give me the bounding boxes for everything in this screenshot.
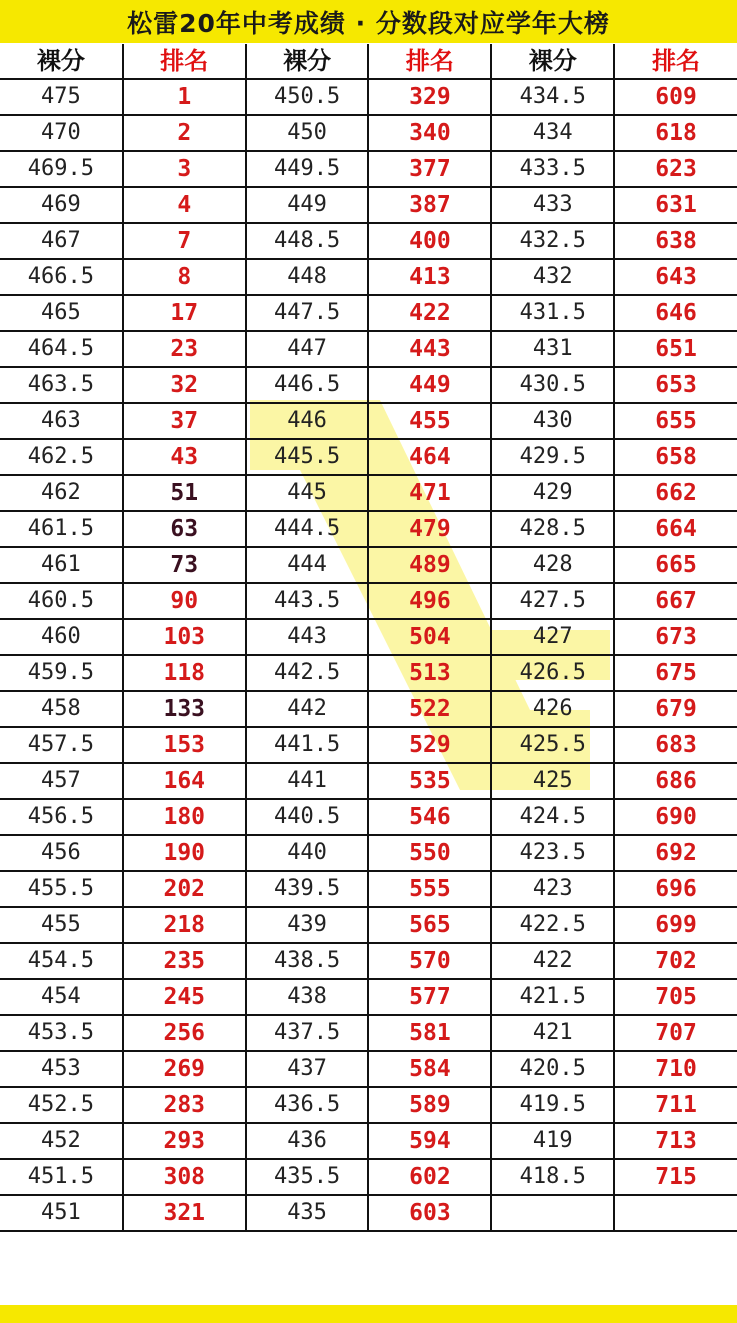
score-cell: 428 bbox=[491, 547, 614, 583]
score-cell: 446.5 bbox=[246, 367, 369, 403]
rank-cell: 702 bbox=[614, 943, 737, 979]
rank-cell: 63 bbox=[123, 511, 246, 547]
score-cell: 419 bbox=[491, 1123, 614, 1159]
table-row bbox=[0, 835, 737, 871]
score-cell: 462 bbox=[0, 475, 123, 511]
header-rank: 排名 bbox=[123, 44, 246, 79]
rank-cell: 73 bbox=[123, 547, 246, 583]
score-cell: 470 bbox=[0, 115, 123, 151]
table-row bbox=[0, 511, 737, 547]
score-cell: 441.5 bbox=[246, 727, 369, 763]
rank-cell: 715 bbox=[614, 1159, 737, 1195]
score-cell: 439 bbox=[246, 907, 369, 943]
score-cell: 455.5 bbox=[0, 871, 123, 907]
score-cell: 458 bbox=[0, 691, 123, 727]
table-row bbox=[0, 979, 737, 1015]
rank-cell: 329 bbox=[368, 79, 491, 115]
score-cell: 463 bbox=[0, 403, 123, 439]
rank-cell: 455 bbox=[368, 403, 491, 439]
rank-cell: 705 bbox=[614, 979, 737, 1015]
table-row bbox=[0, 763, 737, 799]
score-cell: 452.5 bbox=[0, 1087, 123, 1123]
score-cell: 452 bbox=[0, 1123, 123, 1159]
rank-cell: 603 bbox=[368, 1195, 491, 1231]
score-cell: 440.5 bbox=[246, 799, 369, 835]
score-cell: 418.5 bbox=[491, 1159, 614, 1195]
rank-cell: 651 bbox=[614, 331, 737, 367]
header-row bbox=[0, 44, 737, 79]
score-cell: 454.5 bbox=[0, 943, 123, 979]
rank-cell: 449 bbox=[368, 367, 491, 403]
rank-cell: 471 bbox=[368, 475, 491, 511]
score-cell: 429 bbox=[491, 475, 614, 511]
page-title: 松雷20年中考成绩 · 分数段对应学年大榜 bbox=[127, 8, 610, 38]
rank-cell: 623 bbox=[614, 151, 737, 187]
rank-cell: 696 bbox=[614, 871, 737, 907]
score-cell: 443.5 bbox=[246, 583, 369, 619]
score-cell: 461 bbox=[0, 547, 123, 583]
rank-cell: 283 bbox=[123, 1087, 246, 1123]
score-cell: 462.5 bbox=[0, 439, 123, 475]
rank-cell: 23 bbox=[123, 331, 246, 367]
score-rank-table bbox=[0, 44, 737, 1232]
score-cell: 421 bbox=[491, 1015, 614, 1051]
score-cell: 437.5 bbox=[246, 1015, 369, 1051]
table-row bbox=[0, 259, 737, 295]
rank-cell: 387 bbox=[368, 187, 491, 223]
score-cell: 445.5 bbox=[246, 439, 369, 475]
score-cell: 441 bbox=[246, 763, 369, 799]
rank-cell: 665 bbox=[614, 547, 737, 583]
table-row bbox=[0, 907, 737, 943]
rank-cell: 692 bbox=[614, 835, 737, 871]
score-cell: 430.5 bbox=[491, 367, 614, 403]
rank-cell: 340 bbox=[368, 115, 491, 151]
score-cell: 425 bbox=[491, 763, 614, 799]
score-cell: 427.5 bbox=[491, 583, 614, 619]
table-row bbox=[0, 439, 737, 475]
score-cell: 431 bbox=[491, 331, 614, 367]
score-cell: 420.5 bbox=[491, 1051, 614, 1087]
rank-cell: 643 bbox=[614, 259, 737, 295]
rank-cell: 711 bbox=[614, 1087, 737, 1123]
title-bar bbox=[0, 0, 737, 43]
rank-cell: 555 bbox=[368, 871, 491, 907]
rank-cell: 664 bbox=[614, 511, 737, 547]
rank-cell: 422 bbox=[368, 295, 491, 331]
rank-cell: 589 bbox=[368, 1087, 491, 1123]
rank-cell: 202 bbox=[123, 871, 246, 907]
rank-cell: 153 bbox=[123, 727, 246, 763]
score-cell: 467 bbox=[0, 223, 123, 259]
table-row bbox=[0, 547, 737, 583]
score-cell: 447 bbox=[246, 331, 369, 367]
score-cell: 460.5 bbox=[0, 583, 123, 619]
score-cell: 443 bbox=[246, 619, 369, 655]
table-row bbox=[0, 115, 737, 151]
rank-cell: 686 bbox=[614, 763, 737, 799]
score-cell: 451.5 bbox=[0, 1159, 123, 1195]
rank-cell: 32 bbox=[123, 367, 246, 403]
rank-cell: 710 bbox=[614, 1051, 737, 1087]
rank-cell: 103 bbox=[123, 619, 246, 655]
score-cell: 448 bbox=[246, 259, 369, 295]
score-cell: 422.5 bbox=[491, 907, 614, 943]
score-cell: 435.5 bbox=[246, 1159, 369, 1195]
rank-cell: 667 bbox=[614, 583, 737, 619]
table-row bbox=[0, 151, 737, 187]
table-row bbox=[0, 727, 737, 763]
bottom-bar bbox=[0, 1305, 737, 1323]
score-cell: 464.5 bbox=[0, 331, 123, 367]
score-cell: 432 bbox=[491, 259, 614, 295]
rank-cell: 37 bbox=[123, 403, 246, 439]
rank-cell: 308 bbox=[123, 1159, 246, 1195]
score-cell: 419.5 bbox=[491, 1087, 614, 1123]
score-cell: 449 bbox=[246, 187, 369, 223]
score-cell: 469.5 bbox=[0, 151, 123, 187]
score-cell: 423 bbox=[491, 871, 614, 907]
rank-cell: 321 bbox=[123, 1195, 246, 1231]
table-row bbox=[0, 1087, 737, 1123]
score-cell: 436.5 bbox=[246, 1087, 369, 1123]
rank-cell: 581 bbox=[368, 1015, 491, 1051]
score-cell: 430 bbox=[491, 403, 614, 439]
score-cell: 451 bbox=[0, 1195, 123, 1231]
header-score: 裸分 bbox=[0, 44, 123, 79]
rank-cell: 609 bbox=[614, 79, 737, 115]
score-cell: 444.5 bbox=[246, 511, 369, 547]
table-row bbox=[0, 403, 737, 439]
rank-cell: 2 bbox=[123, 115, 246, 151]
table-row bbox=[0, 619, 737, 655]
rank-cell: 658 bbox=[614, 439, 737, 475]
table-row bbox=[0, 331, 737, 367]
rank-cell: 400 bbox=[368, 223, 491, 259]
rank-cell: 673 bbox=[614, 619, 737, 655]
score-cell: 426 bbox=[491, 691, 614, 727]
rank-cell: 489 bbox=[368, 547, 491, 583]
rank-cell: 577 bbox=[368, 979, 491, 1015]
rank-cell: 17 bbox=[123, 295, 246, 331]
header-rank: 排名 bbox=[614, 44, 737, 79]
score-cell: 466.5 bbox=[0, 259, 123, 295]
table-row bbox=[0, 475, 737, 511]
rank-cell: 662 bbox=[614, 475, 737, 511]
score-cell: 433.5 bbox=[491, 151, 614, 187]
rank-cell: 675 bbox=[614, 655, 737, 691]
score-cell: 426.5 bbox=[491, 655, 614, 691]
score-cell: 436 bbox=[246, 1123, 369, 1159]
table-row bbox=[0, 943, 737, 979]
rank-cell: 683 bbox=[614, 727, 737, 763]
score-cell: 460 bbox=[0, 619, 123, 655]
rank-cell: 7 bbox=[123, 223, 246, 259]
score-cell: 448.5 bbox=[246, 223, 369, 259]
header-score: 裸分 bbox=[491, 44, 614, 79]
table-row bbox=[0, 295, 737, 331]
score-cell: 456.5 bbox=[0, 799, 123, 835]
score-cell: 453.5 bbox=[0, 1015, 123, 1051]
rank-cell: 3 bbox=[123, 151, 246, 187]
rank-cell: 90 bbox=[123, 583, 246, 619]
rank-cell: 679 bbox=[614, 691, 737, 727]
score-cell: 422 bbox=[491, 943, 614, 979]
score-cell: 465 bbox=[0, 295, 123, 331]
score-cell: 454 bbox=[0, 979, 123, 1015]
score-cell: 457 bbox=[0, 763, 123, 799]
score-cell: 459.5 bbox=[0, 655, 123, 691]
rank-cell: 638 bbox=[614, 223, 737, 259]
rank-cell: 631 bbox=[614, 187, 737, 223]
rank-cell: 570 bbox=[368, 943, 491, 979]
rank-cell: 51 bbox=[123, 475, 246, 511]
table-row bbox=[0, 1159, 737, 1195]
rank-cell: 655 bbox=[614, 403, 737, 439]
score-cell: 449.5 bbox=[246, 151, 369, 187]
table-row bbox=[0, 691, 737, 727]
score-cell: 444 bbox=[246, 547, 369, 583]
score-cell: 453 bbox=[0, 1051, 123, 1087]
table-row bbox=[0, 799, 737, 835]
rank-cell: 504 bbox=[368, 619, 491, 655]
rank-cell: 690 bbox=[614, 799, 737, 835]
score-cell bbox=[491, 1195, 614, 1231]
score-cell: 463.5 bbox=[0, 367, 123, 403]
header-score: 裸分 bbox=[246, 44, 369, 79]
score-cell: 421.5 bbox=[491, 979, 614, 1015]
score-cell: 428.5 bbox=[491, 511, 614, 547]
score-cell: 431.5 bbox=[491, 295, 614, 331]
score-cell: 427 bbox=[491, 619, 614, 655]
score-cell: 440 bbox=[246, 835, 369, 871]
rank-cell: 4 bbox=[123, 187, 246, 223]
table-row bbox=[0, 223, 737, 259]
rank-cell: 618 bbox=[614, 115, 737, 151]
rank-cell: 256 bbox=[123, 1015, 246, 1051]
rank-cell: 529 bbox=[368, 727, 491, 763]
rank-cell: 164 bbox=[123, 763, 246, 799]
rank-cell: 653 bbox=[614, 367, 737, 403]
rank-cell: 443 bbox=[368, 331, 491, 367]
score-cell: 438.5 bbox=[246, 943, 369, 979]
table-row bbox=[0, 187, 737, 223]
rank-cell: 377 bbox=[368, 151, 491, 187]
score-cell: 429.5 bbox=[491, 439, 614, 475]
score-cell: 469 bbox=[0, 187, 123, 223]
score-cell: 461.5 bbox=[0, 511, 123, 547]
rank-cell: 699 bbox=[614, 907, 737, 943]
table-row bbox=[0, 655, 737, 691]
score-cell: 434 bbox=[491, 115, 614, 151]
rank-cell: 245 bbox=[123, 979, 246, 1015]
rank-cell: 269 bbox=[123, 1051, 246, 1087]
table-row bbox=[0, 871, 737, 907]
rank-cell: 1 bbox=[123, 79, 246, 115]
table-row bbox=[0, 367, 737, 403]
rank-cell: 235 bbox=[123, 943, 246, 979]
table-row bbox=[0, 79, 737, 115]
score-cell: 423.5 bbox=[491, 835, 614, 871]
table-row bbox=[0, 1015, 737, 1051]
rank-cell: 464 bbox=[368, 439, 491, 475]
table-row bbox=[0, 583, 737, 619]
rank-cell: 413 bbox=[368, 259, 491, 295]
header-rank: 排名 bbox=[368, 44, 491, 79]
score-cell: 433 bbox=[491, 187, 614, 223]
score-cell: 447.5 bbox=[246, 295, 369, 331]
rank-cell: 565 bbox=[368, 907, 491, 943]
rank-cell: 584 bbox=[368, 1051, 491, 1087]
score-cell: 456 bbox=[0, 835, 123, 871]
rank-cell: 43 bbox=[123, 439, 246, 475]
rank-cell: 479 bbox=[368, 511, 491, 547]
rank-cell: 190 bbox=[123, 835, 246, 871]
score-cell: 439.5 bbox=[246, 871, 369, 907]
rank-cell: 535 bbox=[368, 763, 491, 799]
score-cell: 446 bbox=[246, 403, 369, 439]
rank-cell: 707 bbox=[614, 1015, 737, 1051]
score-cell: 442.5 bbox=[246, 655, 369, 691]
score-cell: 475 bbox=[0, 79, 123, 115]
rank-cell: 646 bbox=[614, 295, 737, 331]
score-cell: 435 bbox=[246, 1195, 369, 1231]
rank-cell: 522 bbox=[368, 691, 491, 727]
rank-cell: 293 bbox=[123, 1123, 246, 1159]
table-row bbox=[0, 1051, 737, 1087]
score-cell: 450.5 bbox=[246, 79, 369, 115]
rank-cell: 8 bbox=[123, 259, 246, 295]
score-cell: 457.5 bbox=[0, 727, 123, 763]
score-cell: 425.5 bbox=[491, 727, 614, 763]
score-cell: 442 bbox=[246, 691, 369, 727]
score-cell: 450 bbox=[246, 115, 369, 151]
rank-cell: 180 bbox=[123, 799, 246, 835]
rank-cell: 594 bbox=[368, 1123, 491, 1159]
score-cell: 432.5 bbox=[491, 223, 614, 259]
score-cell: 424.5 bbox=[491, 799, 614, 835]
rank-cell bbox=[614, 1195, 737, 1231]
rank-cell: 602 bbox=[368, 1159, 491, 1195]
table-row bbox=[0, 1123, 737, 1159]
rank-cell: 546 bbox=[368, 799, 491, 835]
score-cell: 445 bbox=[246, 475, 369, 511]
rank-cell: 496 bbox=[368, 583, 491, 619]
score-cell: 437 bbox=[246, 1051, 369, 1087]
table-body bbox=[0, 79, 737, 1231]
score-cell: 438 bbox=[246, 979, 369, 1015]
score-cell: 434.5 bbox=[491, 79, 614, 115]
rank-cell: 133 bbox=[123, 691, 246, 727]
table-row bbox=[0, 1195, 737, 1231]
rank-cell: 713 bbox=[614, 1123, 737, 1159]
score-cell: 455 bbox=[0, 907, 123, 943]
rank-cell: 118 bbox=[123, 655, 246, 691]
rank-cell: 218 bbox=[123, 907, 246, 943]
rank-cell: 550 bbox=[368, 835, 491, 871]
rank-cell: 513 bbox=[368, 655, 491, 691]
